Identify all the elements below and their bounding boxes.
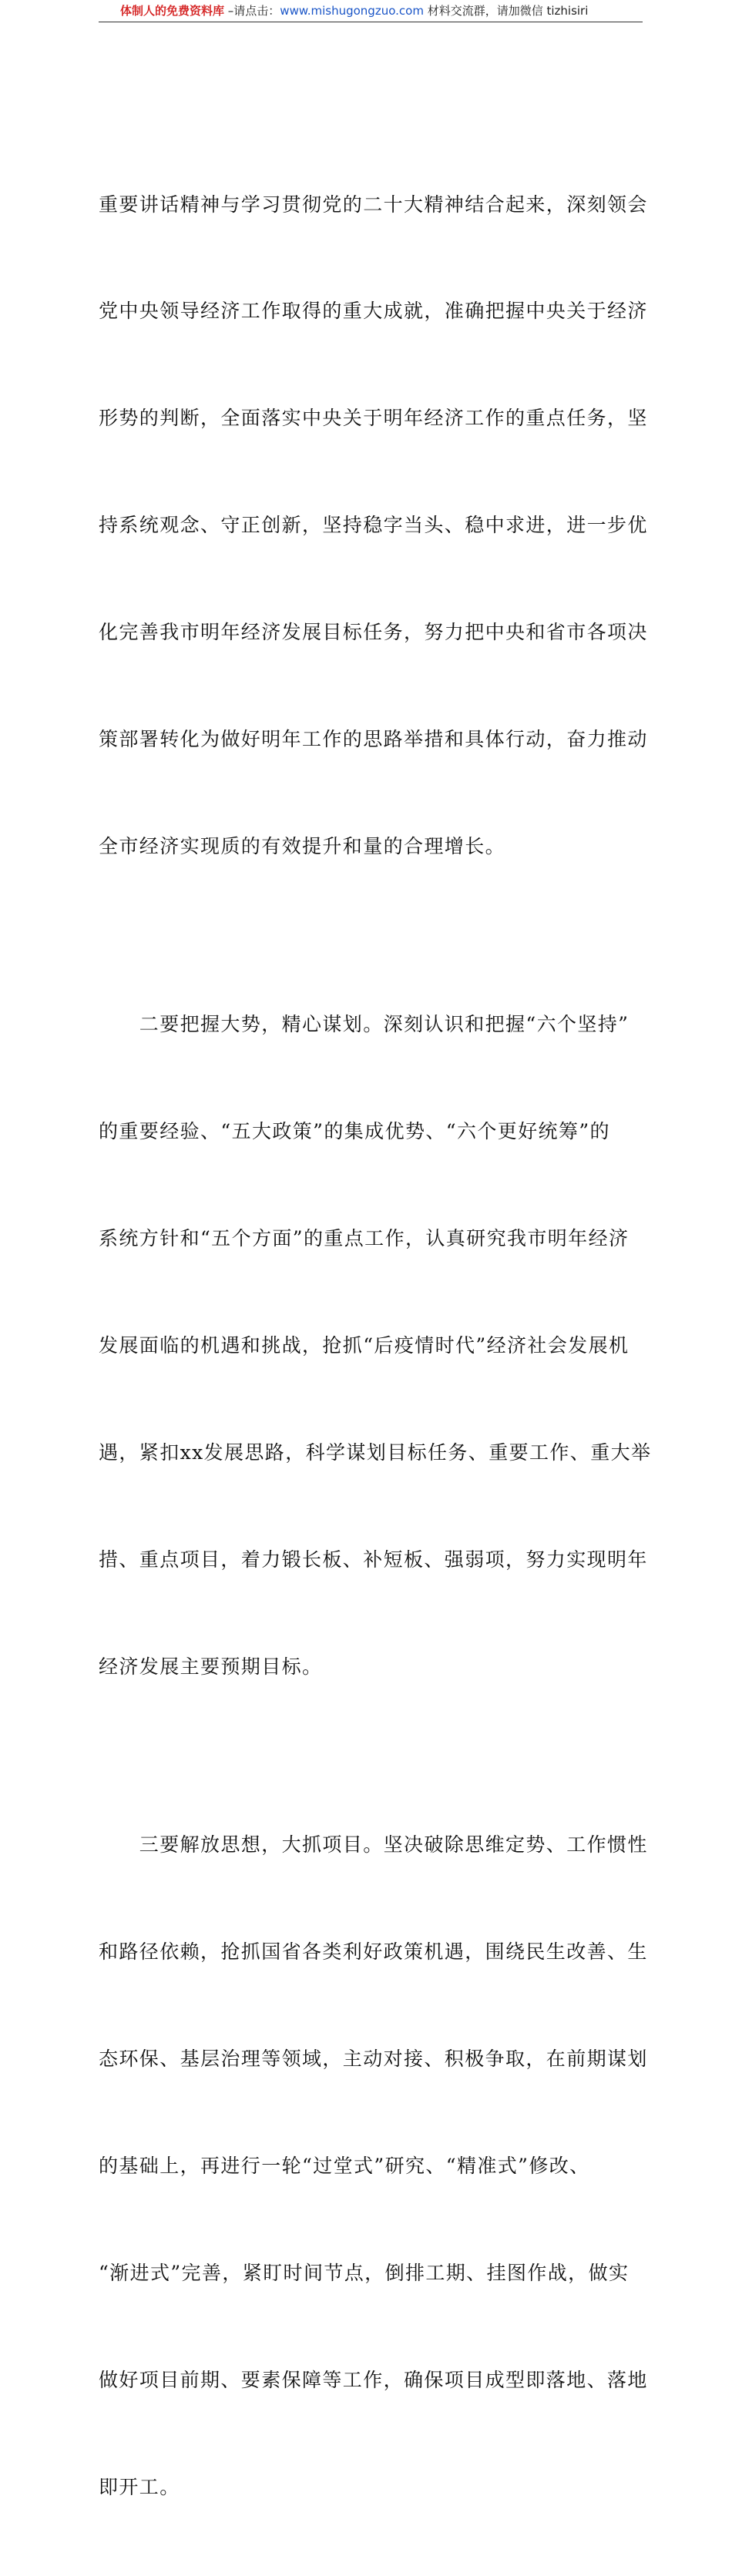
text-line: 经济发展主要预期目标。 (99, 1655, 323, 1678)
paragraph-3 (99, 1756, 648, 2576)
header-group-info: 材料交流群，请加微信 tizhisiri (423, 4, 589, 18)
text-line: 全市经济实现质的有效提升和量的合理增长。 (99, 834, 506, 857)
page-header (99, 2, 643, 22)
header-brand: 体制人的免费资料库 (120, 4, 225, 18)
paragraph-2 (99, 936, 652, 1756)
text-line: 三要解放思想，大抓项目。坚决破除思维定势、工作惯性 (99, 1833, 648, 1857)
text-line: 和路径依赖，抢抓国省各类利好政策机遇，围绕民生改善、生 (99, 1940, 648, 1964)
text-line: 二要把握大势，精心谋划。深刻认识和把握“六个坚持” (99, 1013, 630, 1036)
document-body (99, 116, 652, 2576)
text-line: 化完善我市明年经济发展目标任务，努力把中央和省市各项决 (99, 621, 648, 644)
text-line: 的基础上，再进行一轮“过堂式”研究、“精准式”修改、 (99, 2154, 590, 2177)
text-line: 系统方针和“五个方面”的重点工作，认真研究我市明年经济 (99, 1227, 630, 1250)
text-line: 策部署转化为做好明年工作的思路举措和具体行动，奋力推动 (99, 728, 648, 751)
header-prompt: –请点击： (224, 4, 280, 18)
text-line: 发展面临的机遇和挑战，抢抓“后疫情时代”经济社会发展机 (99, 1334, 630, 1357)
text-line: 即开工。 (99, 2475, 180, 2498)
text-line: “渐进式”完善，紧盯时间节点，倒排工期、挂图作战，做实 (99, 2261, 630, 2284)
text-line: 党中央领导经济工作取得的重大成就，准确把握中央关于经济 (99, 300, 648, 323)
text-line: 形势的判断，全面落实中央关于明年经济工作的重点任务，坚 (99, 407, 648, 430)
paragraph-1 (99, 116, 648, 936)
text-line: 的重要经验、“五大政策”的集成优势、“六个更好统筹”的 (99, 1120, 610, 1143)
text-line: 遇，紧扣xx发展思路，科学谋划目标任务、重要工作、重大举 (99, 1441, 652, 1464)
text-line: 态环保、基层治理等领域，主动对接、积极争取，在前期谋划 (99, 2048, 648, 2071)
header-link[interactable]: www.mishugongzuo.com (280, 4, 424, 18)
text-line: 措、重点项目，着力锻长板、补短板、强弱项，努力实现明年 (99, 1548, 648, 1571)
text-line: 重要讲话精神与学习贯彻党的二十大精神结合起来，深刻领会 (99, 193, 648, 216)
text-line: 持系统观念、守正创新，坚持稳字当头、稳中求进，进一步优 (99, 514, 648, 537)
text-line: 做好项目前期、要素保障等工作，确保项目成型即落地、落地 (99, 2368, 648, 2391)
